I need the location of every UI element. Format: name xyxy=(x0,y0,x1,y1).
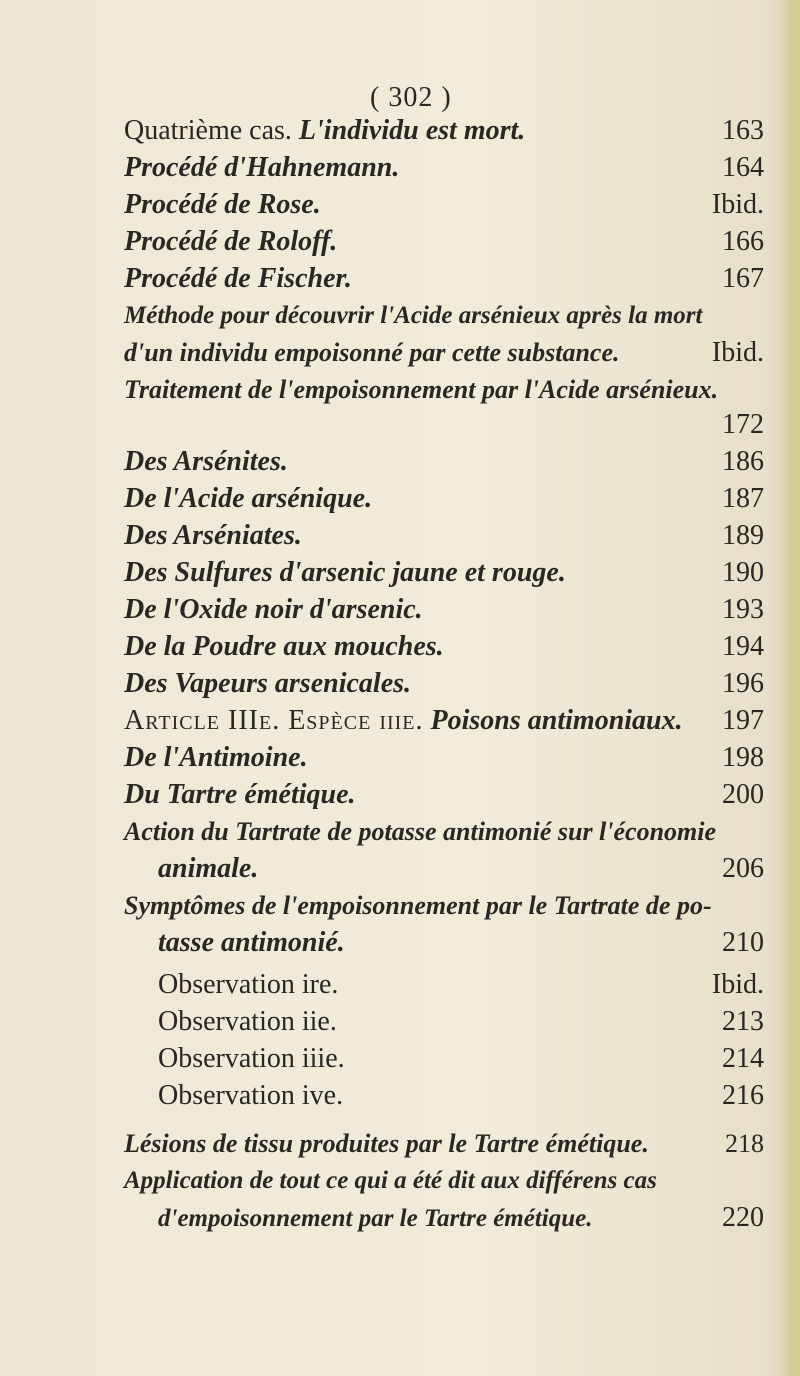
toc-entry xyxy=(124,887,764,925)
entry-page: 194 xyxy=(722,631,764,662)
page-number-header: ( 302 ) xyxy=(370,82,452,113)
entry-lead: Article IIIe. Espèce iiie. xyxy=(124,705,424,736)
entry-title: De l'Acide arsénique. xyxy=(124,483,373,514)
entry-title: Procédé de Fischer. xyxy=(124,263,352,294)
entry-page: 167 xyxy=(722,263,764,294)
entry-title: Des Vapeurs arsenicales. xyxy=(124,668,412,699)
toc-entry xyxy=(124,1077,764,1115)
entry-page: 190 xyxy=(722,557,764,588)
toc-entry-continuation xyxy=(124,850,764,888)
entry-title: De l'Oxide noir d'arsenic. xyxy=(124,594,423,625)
entry-title: Traitement de l'empoisonnement par l'Acide arsénieux. xyxy=(124,375,719,404)
entry-page: 166 xyxy=(722,226,764,257)
toc-entry xyxy=(124,966,764,1004)
entry-title: De l'Antimoine. xyxy=(124,742,308,773)
entry-title: Procédé de Rose. xyxy=(124,189,321,220)
entry-lead: Observation ire. xyxy=(158,969,339,1000)
entry-title-continued: d'un individu empoisonné par cette substance. xyxy=(124,338,620,367)
entry-title: Procédé d'Hahnemann. xyxy=(124,152,400,183)
entry-page: 163 xyxy=(722,115,764,146)
entry-title: Des Sulfures d'arsenic jaune et rouge. xyxy=(124,557,566,588)
entry-page: 186 xyxy=(722,446,764,477)
entry-page: 206 xyxy=(722,853,764,884)
entry-title: Action du Tartrate de potasse antimonié sur l'économie xyxy=(124,817,717,846)
toc-entry xyxy=(124,297,764,335)
entry-title: Poisons antimoniaux. xyxy=(430,705,683,736)
toc-entry xyxy=(124,702,764,740)
entry-page: 189 xyxy=(722,520,764,551)
toc-entry xyxy=(124,1040,764,1078)
entry-page: Ibid. xyxy=(711,337,764,368)
toc-entry xyxy=(124,1125,764,1163)
entry-title: Lésions de tissu produites par le Tartre émétique. xyxy=(124,1129,649,1158)
entry-page: 216 xyxy=(722,1080,764,1111)
toc-entry xyxy=(124,443,764,481)
entry-page: 210 xyxy=(722,927,764,958)
toc-entry xyxy=(124,517,764,555)
entry-title: De la Poudre aux mouches. xyxy=(124,631,444,662)
entry-title: Procédé de Roloff. xyxy=(124,226,338,257)
toc-entry xyxy=(124,480,764,518)
entry-page: 198 xyxy=(722,742,764,773)
entry-title: Des Arsénites. xyxy=(124,446,288,477)
toc-entry xyxy=(124,813,764,851)
entry-page: 200 xyxy=(722,779,764,810)
toc-entry xyxy=(124,1162,764,1200)
entry-lead: Observation ive. xyxy=(158,1080,344,1111)
toc-entry xyxy=(124,1003,764,1041)
entry-page: 172 xyxy=(722,409,764,440)
entry-title: Des Arséniates. xyxy=(124,520,302,551)
entry-title-continued: animale. xyxy=(158,853,259,884)
toc-entry xyxy=(124,149,764,187)
entry-lead: Observation iiie. xyxy=(158,1043,345,1074)
entry-page: 164 xyxy=(722,152,764,183)
entry-title-continued: tasse antimonié. xyxy=(158,927,345,958)
entry-page: 193 xyxy=(722,594,764,625)
entry-title-continued: d'empoisonnement par le Tartre émétique. xyxy=(158,1205,593,1232)
entry-page: 213 xyxy=(722,1006,764,1037)
entry-page: 197 xyxy=(722,705,764,736)
toc-entry xyxy=(124,186,764,224)
toc-entry-continuation xyxy=(124,1199,764,1238)
toc-entry xyxy=(124,665,764,703)
toc-entry xyxy=(124,112,764,150)
entry-title: Application de tout ce qui a été dit aux différens cas xyxy=(124,1167,657,1194)
entry-page: 220 xyxy=(722,1202,764,1233)
toc-entry-continuation xyxy=(124,334,764,372)
entry-page: 218 xyxy=(725,1129,764,1158)
entry-lead: Observation iie. xyxy=(158,1006,337,1037)
entry-page: Ibid. xyxy=(711,189,764,220)
entry-title: L'individu est mort. xyxy=(298,115,526,146)
entry-title: Méthode pour découvrir l'Acide arsénieux après la mort xyxy=(124,302,703,329)
entry-title: Du Tartre émétique. xyxy=(124,779,356,810)
toc-entry xyxy=(124,371,764,409)
entry-page: 187 xyxy=(722,483,764,514)
toc-entry xyxy=(124,628,764,666)
entry-title: Symptômes de l'empoisonnement par le Tartrate de po- xyxy=(124,891,712,920)
page-edge xyxy=(778,0,800,1376)
entry-page: 214 xyxy=(722,1043,764,1074)
entry-page: Ibid. xyxy=(711,969,764,1000)
entry-page: 196 xyxy=(722,668,764,699)
toc-entry xyxy=(124,591,764,629)
toc-entry xyxy=(124,554,764,592)
toc-entry xyxy=(124,260,764,298)
toc-entry xyxy=(124,739,764,777)
entry-lead: Quatrième cas. xyxy=(124,115,292,146)
toc-entry xyxy=(124,223,764,261)
toc-entry xyxy=(124,776,764,814)
toc-entry-continuation xyxy=(124,924,764,962)
